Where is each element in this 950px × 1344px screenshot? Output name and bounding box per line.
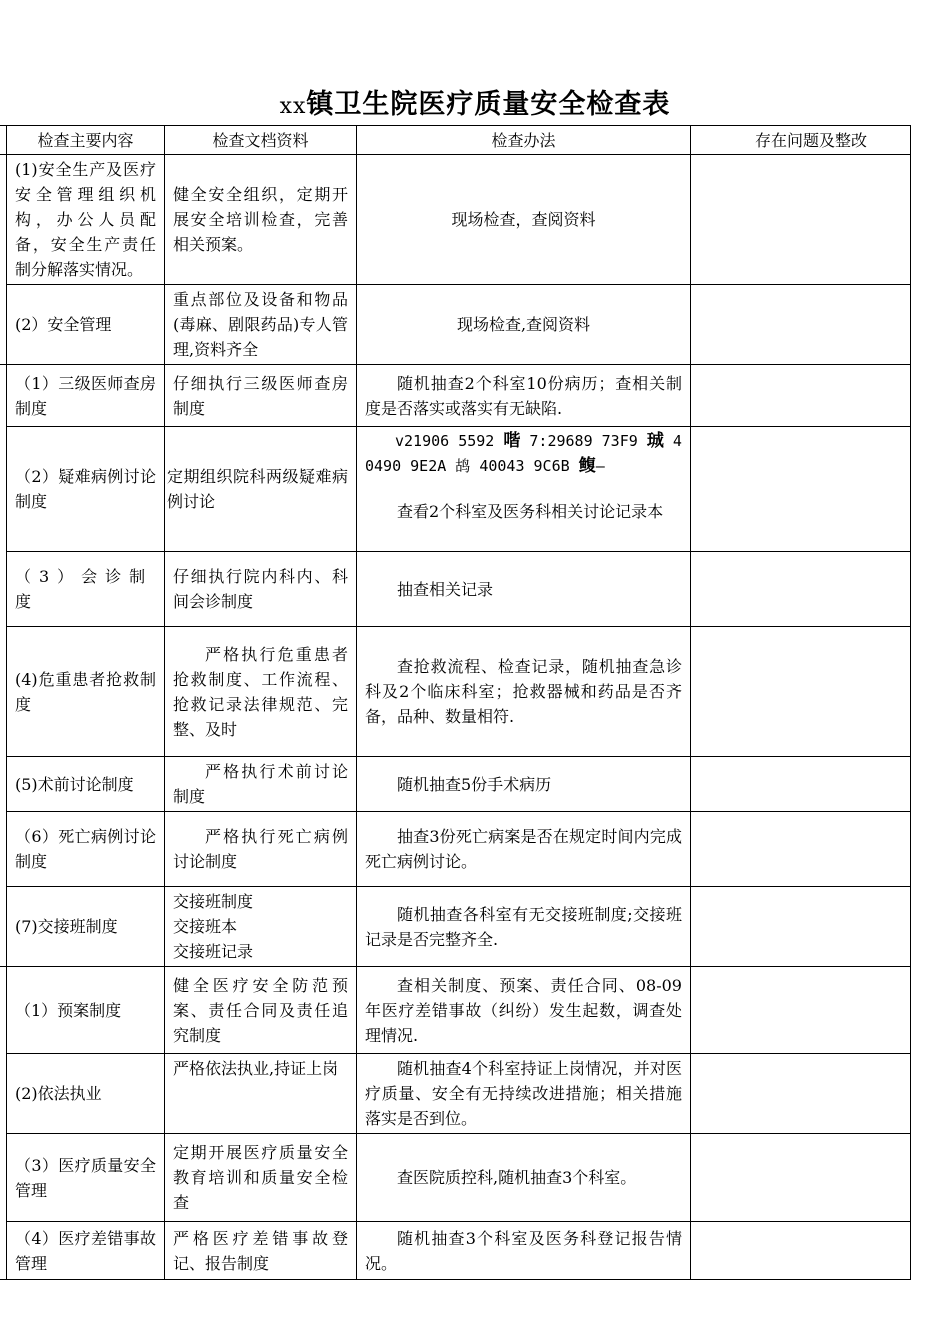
row-method: 随机抽查3个科室及医务科登记报告情况。	[357, 1222, 691, 1280]
row-docs: 严格执行危重患者抢救制度、工作流程、抢救记录法律规范、完整、及时	[165, 627, 357, 757]
row-docs: 定期开展医疗质量安全教育培训和质量安全检查	[165, 1134, 357, 1222]
row-content: （1）三级医师查房制度	[7, 365, 165, 427]
docs-line: 交接班本	[173, 917, 238, 936]
row-method: 现场检查，查阅资料	[357, 155, 691, 285]
table-row	[0, 1222, 911, 1280]
row-docs: 仔细执行三级医师查房制度	[165, 365, 357, 427]
row-issues	[691, 365, 911, 427]
table-row	[0, 627, 911, 757]
row-method: 随机抽查2个科室10份病历；查相关制度是否落实或落实有无缺陷.	[357, 365, 691, 427]
row-method: 随机抽查4个科室持证上岗情况，并对医疗质量、安全有无持续改进措施；相关措施落实是否到位。	[357, 1054, 691, 1134]
row-docs: 严格执行死亡病例讨论制度	[165, 812, 357, 887]
row-content: (2)依法执业	[7, 1054, 165, 1134]
table-row	[0, 812, 911, 887]
docs-line: 交接班制度	[173, 892, 254, 911]
row-method: 查相关制度、预案、责任合同、08-09年医疗差错事故（纠纷）发生起数，调查处理情况.	[357, 967, 691, 1054]
row-docs: 健全安全组织，定期开展安全培训检查，完善相关预案。	[165, 155, 357, 285]
row-content: (5)术前讨论制度	[7, 757, 165, 812]
title-prefix: xx	[279, 94, 307, 119]
row-content: （4）医疗差错事故管理	[7, 1222, 165, 1280]
table-row	[0, 285, 911, 365]
row-method: 随机抽查各科室有无交接班制度;交接班记录是否完整齐全.	[357, 887, 691, 967]
row-issues	[691, 155, 911, 285]
row-docs: 严格依法执业,持证上岗	[165, 1054, 357, 1134]
row-content: (7)交接班制度	[7, 887, 165, 967]
row-docs: 重点部位及设备和物品(毒麻、剧限药品)专人管理,资料齐全	[165, 285, 357, 365]
row-issues	[691, 1134, 911, 1222]
table-row	[0, 552, 911, 627]
row-issues	[691, 552, 911, 627]
inspection-table	[0, 125, 911, 1280]
row-issues	[691, 627, 911, 757]
row-method	[357, 427, 691, 552]
row-method: 查医院质控科,随机抽查3个科室。	[357, 1134, 691, 1222]
row-method: 查抢救流程、检查记录，随机抽查急诊科及2个临床科室；抢救器械和药品是否齐备，品种、数量相符.	[357, 627, 691, 757]
row-issues	[691, 1054, 911, 1134]
method-text: 查看2个科室及医务科相关讨论记录本	[397, 502, 664, 521]
row-content: （6）死亡病例讨论制度	[7, 812, 165, 887]
docs-line: 交接班记录	[173, 942, 254, 961]
header-content: 检查主要内容	[7, 126, 165, 155]
table-row	[0, 887, 911, 967]
row-method: 抽查相关记录	[357, 552, 691, 627]
row-docs: 严格医疗差错事故登记、报告制度	[165, 1222, 357, 1280]
table-header-row	[0, 126, 911, 155]
row-issues	[691, 285, 911, 365]
table-row	[0, 1054, 911, 1134]
row-issues	[691, 887, 911, 967]
row-content: （1）预案制度	[7, 967, 165, 1054]
table-row	[0, 967, 911, 1054]
row-content: (2）安全管理	[7, 285, 165, 365]
row-issues	[691, 812, 911, 887]
table-row	[0, 757, 911, 812]
header-method: 检查办法	[357, 126, 691, 155]
row-docs: 定期组织院科两级疑难病例讨论	[165, 427, 357, 552]
row-method: 随机抽查5份手术病历	[357, 757, 691, 812]
row-issues	[691, 967, 911, 1054]
table-row	[0, 427, 911, 552]
row-content: (1)安全生产及医疗安全管理组织机构，办公人员配备，安全生产责任制分解落实情况。	[7, 155, 165, 285]
row-issues	[691, 427, 911, 552]
row-docs	[165, 887, 357, 967]
garbled-text: v21906 5592 喈 7:29689 73F9 珹 40490 9E2A 鸪 40043 9C6B 鳆—	[365, 431, 682, 476]
row-method: 现场检查,查阅资料	[357, 285, 691, 365]
row-issues	[691, 757, 911, 812]
row-docs: 严格执行术前讨论制度	[165, 757, 357, 812]
row-content: (4)危重患者抢救制度	[7, 627, 165, 757]
row-content: （3）会诊制度	[7, 552, 165, 627]
page-title	[0, 82, 950, 121]
row-docs: 仔细执行院内科内、科间会诊制度	[165, 552, 357, 627]
header-issues: 存在问题及整改	[691, 126, 911, 155]
title-main: 镇卫生院医疗质量安全检查表	[306, 89, 671, 120]
table-row	[0, 1134, 911, 1222]
row-content: （2）疑难病例讨论制度	[7, 427, 165, 552]
table-row	[0, 365, 911, 427]
row-content: （3）医疗质量安全管理	[7, 1134, 165, 1222]
row-docs: 健全医疗安全防范预案、责任合同及责任追究制度	[165, 967, 357, 1054]
table-row	[0, 155, 911, 285]
row-issues	[691, 1222, 911, 1280]
header-docs: 检查文档资料	[165, 126, 357, 155]
row-method: 抽查3份死亡病案是否在规定时间内完成死亡病例讨论。	[357, 812, 691, 887]
